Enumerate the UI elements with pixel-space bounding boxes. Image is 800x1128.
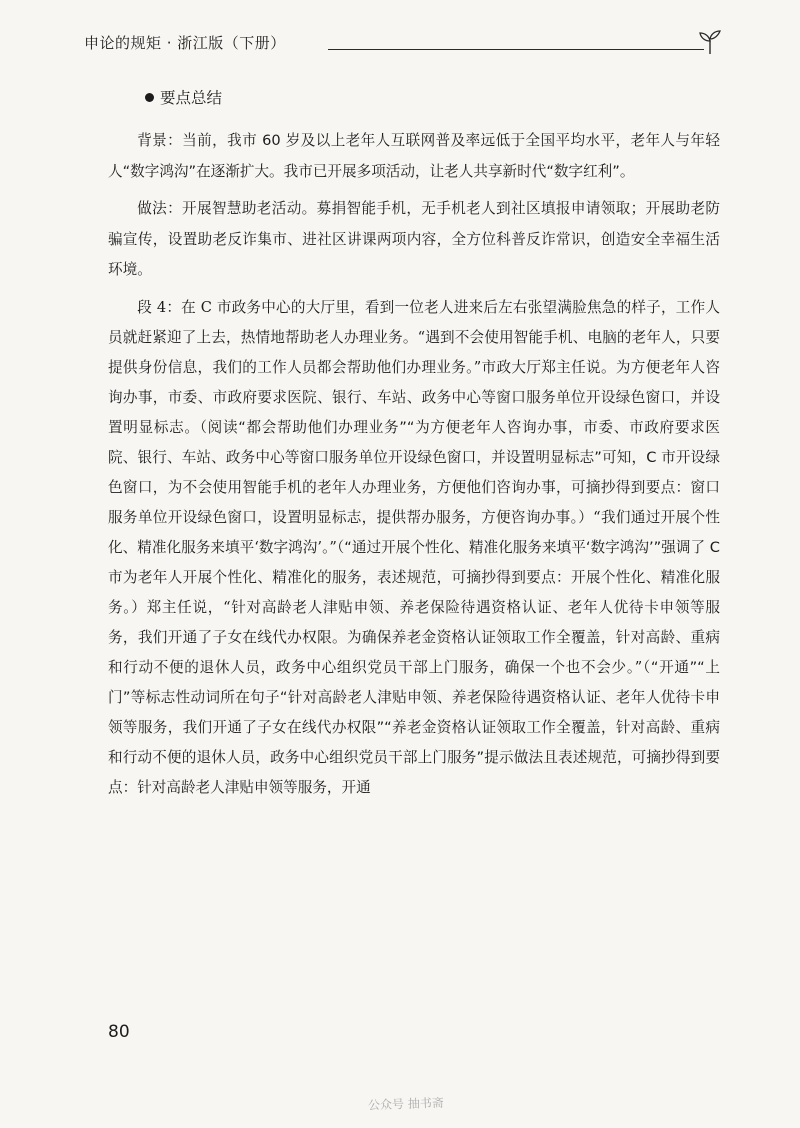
annotation-segment: （“开通”“上门”等标志性动词所在句子“针对高龄老人津贴申领、养老保险待遇资格认证、老年人优待卡申领等服务，我们开通了子女在线代办权限”“养老金资格认证领取工作全覆盖，针对高龄、重病和行动不便的退休人员，政务中心组织党员干部上门服务”提示做法且表述规范，可摘抄得到要点：针对高龄老人津贴申领等服务，开通 <box>108 658 720 796</box>
page-number: 80 <box>108 1022 130 1042</box>
summary-background: 背景：当前，我市 60 岁及以上老年人互联网普及率远低于全国平均水平，老年人与年轻人“数字鸿沟”在逐渐扩大。我市已开展多项活动，让老人共享新时代“数字红利”。 <box>108 132 720 180</box>
page-body <box>108 86 720 810</box>
paragraph-4 <box>108 293 720 803</box>
paragraph-segment: 段 4：在 C 市政务中心的大厅里，看到一位老人进来后左右张望满脸焦急的样子，工作人员就赶紧迎了上去，热情地帮助老人办理业务。“遇到不会使用智能手机、电脑的老年人，只要提供身份信息，我们的工作人员都会帮助他们办理业务。”市政大厅郑主任说。为方便老年人咨询办事，市委、市政府要求医院、银行、车站、政务中心等窗口服务单位开设绿色窗口，并设置明显标志。 <box>108 298 720 436</box>
book-title: 申论的规矩 · 浙江版（下册） <box>84 34 286 52</box>
bullet-icon <box>145 93 154 102</box>
watermark-stamp: 公众号 抽书斋 <box>367 1095 445 1113</box>
annotation-segment: （“通过开展个性化、精准化服务来填平‘数字鸿沟’”强调了 C 市为老年人开展个性化、精准化的服务，表述规范，可摘抄得到要点：开展个性化、精准化服务。） <box>108 538 720 616</box>
running-header <box>84 28 724 58</box>
paragraph-segment: 郑主任说，“针对高龄老人津贴申领、养老保险待遇资格认证、老年人优待卡申领等服务，我们开通了子女在线代办权限。为确保养老金资格认证领取工作全覆盖，针对高龄、重病和行动不便的退休人员，政务中心组织党员干部上门服务，确保一个也不会少。” <box>108 598 720 676</box>
paragraph-segment: “我们通过开展个性化、精准化服务来填平‘数字鸿沟’。” <box>108 508 720 556</box>
summary-heading-text: 要点总结 <box>160 89 223 107</box>
sprout-icon <box>696 28 724 56</box>
summary-heading <box>145 86 720 110</box>
annotation-segment: （阅读“都会帮助他们办理业务”“为方便老年人咨询办事，市委、市政府要求医院、银行、车站、政务中心等窗口服务单位开设绿色窗口，并设置明显标志”可知，C 市开设绿色窗口，为不会使用智能手机的老年人办理业务，方便他们咨询办事，可摘抄得到要点：窗口服务单位开设绿色窗口，设置明显标志，提供帮办服务，方便咨询办事。） <box>108 418 720 526</box>
header-rule <box>328 49 704 50</box>
summary-method: 做法：开展智慧助老活动。募捐智能手机，无手机老人到社区填报申请领取；开展助老防骗宣传，设置助老反诈集市、进社区讲课两项内容，全方位科普反诈常识，创造安全幸福生活环境。 <box>108 200 720 278</box>
